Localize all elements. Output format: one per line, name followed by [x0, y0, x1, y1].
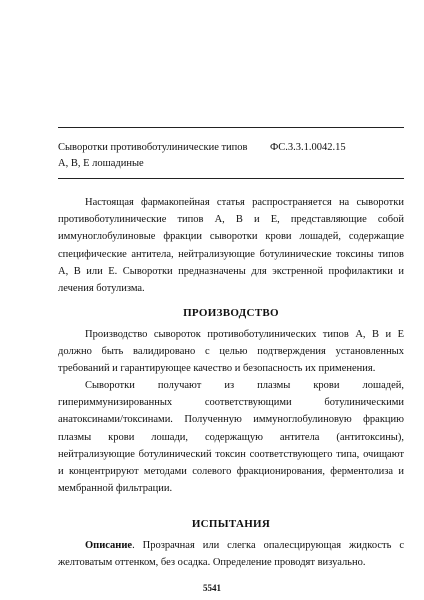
- header-top-rule: [58, 127, 404, 128]
- header-bottom-rule: [58, 178, 404, 179]
- production-paragraph-1: Производство сывороток противоботулинических типов А, В и Е должно быть валидировано с целью подтверждения установленных требований и гарантирующее качество и безопасность их применения.: [58, 329, 404, 375]
- monograph-code: ФС.3.3.1.0042.15: [270, 142, 346, 153]
- description-text: . Прозрачная или слегка опалесцирующая жидкость с желтоватым оттенком, без осадка. Определение проводят визуально.: [58, 540, 404, 569]
- monograph-title: Сыворотки противоботулинические типов А, В, Е лошадиные: [58, 142, 248, 169]
- document-header: [58, 140, 404, 176]
- description-label: Описание: [85, 540, 133, 551]
- intro-paragraph: Настоящая фармакопейная статья распространяется на сыворотки противоботулинические типов А, В и Е, представляющие собой иммуноглобулиновые фракции сыворотки крови лошадей, содержащие специфические антитела, нейтрализующие ботулинические токсины типов А, В или Е. Сыворотки предназначены для экстренной профилактики и лечения ботулизма.: [58, 197, 404, 295]
- section-heading-production: ПРОИЗВОДСТВО: [183, 307, 279, 319]
- testing-description-paragraph: [58, 537, 404, 571]
- page-number: 5541: [203, 583, 221, 593]
- section-heading-testing: ИСПЫТАНИЯ: [191, 518, 271, 530]
- production-paragraph-2: Сыворотки получают из плазмы крови лошадей, гипериммунизированных соответствующими ботулиническими анатоксинами/токсинами. Полученную иммуноглобулиновую фракцию плазмы крови лошади, содержащую антитела (антитоксины), нейтрализующие ботулинический токсин соответствующего типа, очищают и концентрируют методами солевого фракционирования, ферментолиза и мембранной фильтрации.: [58, 380, 404, 495]
